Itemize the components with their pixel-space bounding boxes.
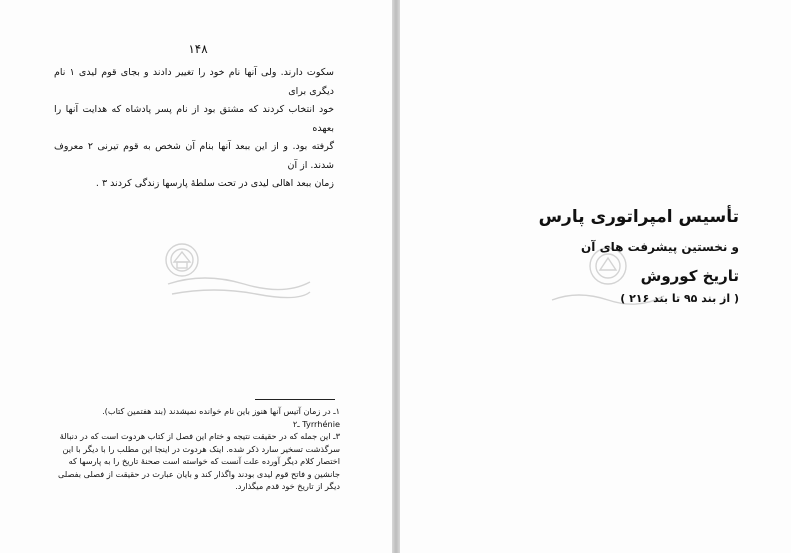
left-page — [0, 0, 392, 553]
book-title: تأسیس امپراتوری پارس — [538, 207, 739, 227]
book-subtitle: و نخستین پیشرفت های آن — [581, 240, 739, 254]
right-page — [400, 0, 791, 553]
footnotes — [50, 405, 340, 493]
section-heading: تاریخ کوروش — [640, 267, 739, 285]
body-line: سکوت دارند. ولی آنها نام خود را تغییر دادند و بجای قوم لیدی ۱ نام دیگری برای — [54, 67, 334, 97]
footnote-2: ۲ـ Tyrrhénie — [292, 418, 340, 429]
footnote-divider — [255, 399, 335, 400]
footnote-3: ۳ـ این جمله که در حقیقت نتیجه و ختام این فصل از کتاب هردوت است که در دنبالهٔ سرگذشت تسخیر سارد ذکر شده. اینک هردوت در اینجا این مطلب را با دیگر با این اختصار کلام دیگر آورده علت آنست که خواسته است صحنهٔ تاریخ را به پارسها که جانشین و فاتح قوم لیدی بودند واگذار کند و بایان عبارت در حقیقت از فصلی بفصلی دیگر از تاریخ خود قدم میگذارد. — [57, 431, 340, 491]
book-gutter — [392, 0, 400, 553]
body-paragraph — [54, 64, 334, 194]
body-line: خود انتخاب کردند که مشتق بود از نام پسر پادشاه که هدایت آنها را بعهده — [54, 104, 334, 134]
footnote-1: ۱ـ در زمان آتیس آنها هنوز باین نام خوانده نمیشدند (بند هفتمین کتاب). — [102, 406, 340, 416]
body-line: گرفته بود. و از این ببعد آنها بنام آن شخص به قوم تیرنی ۲ معروف شدند. از آن — [54, 141, 334, 171]
library-seal-icon — [164, 232, 314, 308]
title-block — [509, 206, 739, 306]
page-number: ۱۴۸ — [188, 42, 208, 56]
section-range: ( از بند ۹۵ تا بند ۲۱۶ ) — [620, 292, 739, 305]
body-line: زمان ببعد اهالی لیدی در تحت سلطهٔ پارسها زندگی کردند ۳ . — [95, 178, 334, 189]
